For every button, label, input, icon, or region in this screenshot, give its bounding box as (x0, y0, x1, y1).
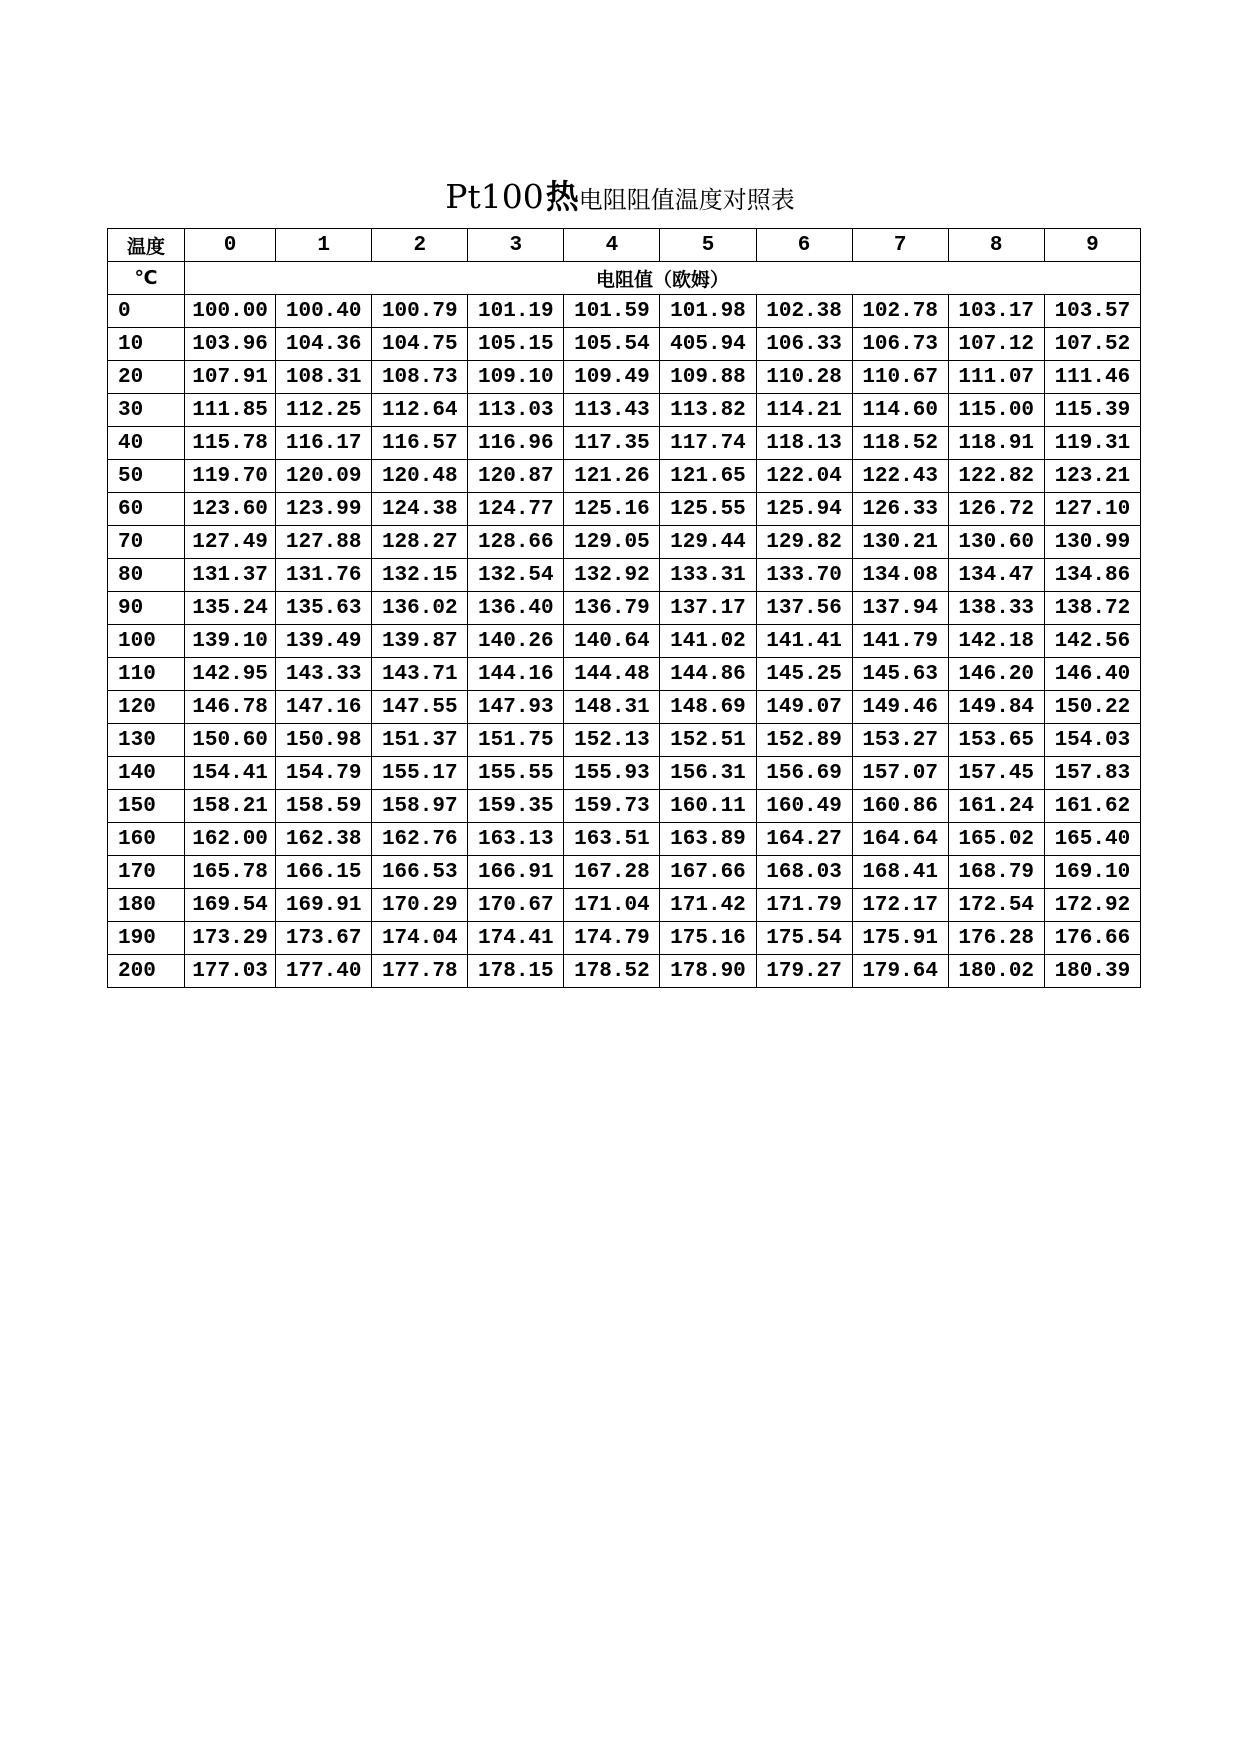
resistance-cell: 122.43 (852, 460, 948, 493)
resistance-cell: 178.90 (660, 955, 756, 988)
temperature-cell: 60 (108, 493, 185, 526)
table-row (108, 427, 1141, 460)
resistance-cell: 147.16 (276, 691, 372, 724)
resistance-cell: 126.33 (852, 493, 948, 526)
resistance-cell: 172.92 (1044, 889, 1140, 922)
resistance-cell: 165.40 (1044, 823, 1140, 856)
resistance-cell: 155.17 (372, 757, 468, 790)
resistance-cell: 167.28 (564, 856, 660, 889)
resistance-cell: 160.86 (852, 790, 948, 823)
page-title (0, 174, 1240, 227)
resistance-cell: 168.79 (948, 856, 1044, 889)
resistance-cell: 157.83 (1044, 757, 1140, 790)
table-row (108, 889, 1141, 922)
table-row (108, 823, 1141, 856)
resistance-cell: 140.64 (564, 625, 660, 658)
resistance-cell: 107.91 (185, 361, 276, 394)
table-row (108, 559, 1141, 592)
resistance-cell: 121.26 (564, 460, 660, 493)
header-row (108, 229, 1141, 262)
resistance-cell: 145.63 (852, 658, 948, 691)
table-row (108, 922, 1141, 955)
resistance-cell: 157.07 (852, 757, 948, 790)
resistance-cell: 132.92 (564, 559, 660, 592)
resistance-cell: 173.67 (276, 922, 372, 955)
resistance-cell: 116.96 (468, 427, 564, 460)
resistance-cell: 168.03 (756, 856, 852, 889)
table-row (108, 724, 1141, 757)
resistance-cell: 138.33 (948, 592, 1044, 625)
temperature-cell: 140 (108, 757, 185, 790)
resistance-cell: 145.25 (756, 658, 852, 691)
resistance-cell: 166.53 (372, 856, 468, 889)
resistance-cell: 151.37 (372, 724, 468, 757)
temperature-cell: 150 (108, 790, 185, 823)
resistance-cell: 118.91 (948, 427, 1044, 460)
resistance-cell: 150.22 (1044, 691, 1140, 724)
resistance-cell: 104.75 (372, 328, 468, 361)
resistance-cell: 143.33 (276, 658, 372, 691)
resistance-cell: 123.99 (276, 493, 372, 526)
resistance-cell: 170.67 (468, 889, 564, 922)
table-row (108, 856, 1141, 889)
resistance-cell: 141.79 (852, 625, 948, 658)
resistance-cell: 165.02 (948, 823, 1044, 856)
resistance-cell: 106.73 (852, 328, 948, 361)
resistance-cell: 148.31 (564, 691, 660, 724)
resistance-cell: 164.27 (756, 823, 852, 856)
resistance-cell: 137.56 (756, 592, 852, 625)
resistance-cell: 101.59 (564, 295, 660, 328)
resistance-cell: 174.04 (372, 922, 468, 955)
resistance-cell: 180.02 (948, 955, 1044, 988)
resistance-cell: 136.79 (564, 592, 660, 625)
resistance-cell: 116.57 (372, 427, 468, 460)
resistance-cell: 142.95 (185, 658, 276, 691)
resistance-cell: 139.87 (372, 625, 468, 658)
resistance-cell: 177.78 (372, 955, 468, 988)
resistance-cell: 152.51 (660, 724, 756, 757)
resistance-cell: 103.57 (1044, 295, 1140, 328)
table-row (108, 955, 1141, 988)
resistance-cell: 109.49 (564, 361, 660, 394)
resistance-cell: 146.40 (1044, 658, 1140, 691)
table-body (108, 229, 1141, 988)
temp-unit-label: ℃ (108, 262, 185, 295)
resistance-cell: 163.13 (468, 823, 564, 856)
resistance-cell: 149.07 (756, 691, 852, 724)
resistance-cell: 113.82 (660, 394, 756, 427)
temperature-cell: 100 (108, 625, 185, 658)
resistance-cell: 177.40 (276, 955, 372, 988)
resistance-cell: 135.63 (276, 592, 372, 625)
resistance-cell: 163.51 (564, 823, 660, 856)
unit-row (108, 262, 1141, 295)
resistance-cell: 160.49 (756, 790, 852, 823)
resistance-cell: 136.02 (372, 592, 468, 625)
resistance-cell: 140.26 (468, 625, 564, 658)
table-row (108, 361, 1141, 394)
table-row (108, 691, 1141, 724)
temperature-cell: 110 (108, 658, 185, 691)
resistance-cell: 123.60 (185, 493, 276, 526)
temperature-cell: 80 (108, 559, 185, 592)
resistance-cell: 146.78 (185, 691, 276, 724)
resistance-cell: 130.60 (948, 526, 1044, 559)
resistance-cell: 148.69 (660, 691, 756, 724)
resistance-cell: 178.15 (468, 955, 564, 988)
resistance-cell: 180.39 (1044, 955, 1140, 988)
resistance-cell: 123.21 (1044, 460, 1140, 493)
resistance-cell: 166.91 (468, 856, 564, 889)
resistance-cell: 134.47 (948, 559, 1044, 592)
resistance-cell: 153.27 (852, 724, 948, 757)
temperature-cell: 120 (108, 691, 185, 724)
column-header: 3 (468, 229, 564, 262)
table-row (108, 625, 1141, 658)
resistance-cell: 122.82 (948, 460, 1044, 493)
resistance-cell: 104.36 (276, 328, 372, 361)
table-row (108, 790, 1141, 823)
temperature-cell: 190 (108, 922, 185, 955)
resistance-cell: 147.93 (468, 691, 564, 724)
table-row (108, 394, 1141, 427)
resistance-cell: 108.73 (372, 361, 468, 394)
resistance-cell: 170.29 (372, 889, 468, 922)
resistance-cell: 101.19 (468, 295, 564, 328)
temperature-cell: 160 (108, 823, 185, 856)
resistance-cell: 165.78 (185, 856, 276, 889)
resistance-cell: 129.82 (756, 526, 852, 559)
resistance-cell: 119.31 (1044, 427, 1140, 460)
resistance-cell: 109.88 (660, 361, 756, 394)
resistance-cell: 159.73 (564, 790, 660, 823)
resistance-cell: 156.69 (756, 757, 852, 790)
resistance-cell: 160.11 (660, 790, 756, 823)
column-header: 5 (660, 229, 756, 262)
temperature-cell: 50 (108, 460, 185, 493)
temperature-cell: 0 (108, 295, 185, 328)
resistance-cell: 136.40 (468, 592, 564, 625)
resistance-cell: 163.89 (660, 823, 756, 856)
title-bold-char: 热 (545, 177, 579, 216)
resistance-cell: 130.21 (852, 526, 948, 559)
resistance-cell: 110.67 (852, 361, 948, 394)
resistance-cell: 135.24 (185, 592, 276, 625)
resistance-cell: 133.70 (756, 559, 852, 592)
table-row (108, 328, 1141, 361)
title-sub: 电阻阻值温度对照表 (578, 186, 795, 214)
resistance-cell: 171.79 (756, 889, 852, 922)
table-row (108, 295, 1141, 328)
resistance-cell: 167.66 (660, 856, 756, 889)
resistance-cell: 141.41 (756, 625, 852, 658)
resistance-cell: 138.72 (1044, 592, 1140, 625)
resistance-cell: 102.78 (852, 295, 948, 328)
resistance-cell: 114.21 (756, 394, 852, 427)
temperature-cell: 40 (108, 427, 185, 460)
resistance-cell: 129.44 (660, 526, 756, 559)
temp-header: 温度 (108, 229, 185, 262)
resistance-cell: 141.02 (660, 625, 756, 658)
resistance-cell: 129.05 (564, 526, 660, 559)
resistance-cell: 169.10 (1044, 856, 1140, 889)
resistance-cell: 109.10 (468, 361, 564, 394)
resistance-cell: 169.91 (276, 889, 372, 922)
resistance-cell: 171.04 (564, 889, 660, 922)
resistance-cell: 166.15 (276, 856, 372, 889)
column-header: 4 (564, 229, 660, 262)
resistance-cell: 147.55 (372, 691, 468, 724)
resistance-cell: 113.03 (468, 394, 564, 427)
resistance-cell: 113.43 (564, 394, 660, 427)
resistance-cell: 103.17 (948, 295, 1044, 328)
resistance-cell: 152.89 (756, 724, 852, 757)
temperature-cell: 70 (108, 526, 185, 559)
resistance-cell: 102.38 (756, 295, 852, 328)
resistance-cell: 144.16 (468, 658, 564, 691)
resistance-cell: 155.93 (564, 757, 660, 790)
resistance-cell: 103.96 (185, 328, 276, 361)
resistance-cell: 137.17 (660, 592, 756, 625)
resistance-cell: 174.79 (564, 922, 660, 955)
resistance-cell: 161.24 (948, 790, 1044, 823)
resistance-cell: 105.54 (564, 328, 660, 361)
resistance-cell: 150.98 (276, 724, 372, 757)
resistance-cell: 124.38 (372, 493, 468, 526)
resistance-cell: 158.21 (185, 790, 276, 823)
resistance-cell: 121.65 (660, 460, 756, 493)
resistance-cell: 134.86 (1044, 559, 1140, 592)
column-header: 1 (276, 229, 372, 262)
resistance-cell: 120.87 (468, 460, 564, 493)
resistance-cell: 107.52 (1044, 328, 1140, 361)
resistance-cell: 405.94 (660, 328, 756, 361)
resistance-cell: 132.54 (468, 559, 564, 592)
temperature-cell: 180 (108, 889, 185, 922)
resistance-cell: 154.41 (185, 757, 276, 790)
table-row (108, 592, 1141, 625)
resistance-cell: 175.54 (756, 922, 852, 955)
resistance-cell: 117.74 (660, 427, 756, 460)
resistance-cell: 105.15 (468, 328, 564, 361)
resistance-cell: 142.56 (1044, 625, 1140, 658)
temperature-cell: 200 (108, 955, 185, 988)
temperature-cell: 130 (108, 724, 185, 757)
resistance-cell: 100.40 (276, 295, 372, 328)
temperature-cell: 30 (108, 394, 185, 427)
resistance-cell: 158.97 (372, 790, 468, 823)
temperature-cell: 10 (108, 328, 185, 361)
resistance-cell: 139.10 (185, 625, 276, 658)
resistance-cell: 149.46 (852, 691, 948, 724)
column-header: 7 (852, 229, 948, 262)
resistance-cell: 175.91 (852, 922, 948, 955)
resistance-cell: 154.79 (276, 757, 372, 790)
resistance-cell: 132.15 (372, 559, 468, 592)
resistance-cell: 126.72 (948, 493, 1044, 526)
resistance-cell: 144.86 (660, 658, 756, 691)
resistance-cell: 139.49 (276, 625, 372, 658)
resistance-cell: 111.07 (948, 361, 1044, 394)
resistance-cell: 153.65 (948, 724, 1044, 757)
resistance-cell: 115.39 (1044, 394, 1140, 427)
resistance-cell: 112.25 (276, 394, 372, 427)
temperature-cell: 90 (108, 592, 185, 625)
resistance-cell: 164.64 (852, 823, 948, 856)
resistance-cell: 106.33 (756, 328, 852, 361)
resistance-cell: 115.00 (948, 394, 1044, 427)
resistance-cell: 162.76 (372, 823, 468, 856)
resistance-cell: 176.28 (948, 922, 1044, 955)
resistance-cell: 172.54 (948, 889, 1044, 922)
resistance-cell: 158.59 (276, 790, 372, 823)
resistance-cell: 119.70 (185, 460, 276, 493)
resistance-cell: 159.35 (468, 790, 564, 823)
resistance-cell: 124.77 (468, 493, 564, 526)
resistance-cell: 100.00 (185, 295, 276, 328)
table-row (108, 757, 1141, 790)
resistance-cell: 169.54 (185, 889, 276, 922)
resistance-cell: 122.04 (756, 460, 852, 493)
resistance-cell: 117.35 (564, 427, 660, 460)
table-row (108, 658, 1141, 691)
resistance-unit-header: 电阻值（欧姆） (185, 262, 1141, 295)
resistance-cell: 171.42 (660, 889, 756, 922)
resistance-cell: 151.75 (468, 724, 564, 757)
resistance-cell: 133.31 (660, 559, 756, 592)
resistance-cell: 112.64 (372, 394, 468, 427)
resistance-cell: 162.38 (276, 823, 372, 856)
resistance-cell: 107.12 (948, 328, 1044, 361)
resistance-table (107, 228, 1141, 988)
column-header: 0 (185, 229, 276, 262)
resistance-cell: 128.66 (468, 526, 564, 559)
resistance-cell: 131.76 (276, 559, 372, 592)
resistance-cell: 144.48 (564, 658, 660, 691)
resistance-cell: 120.48 (372, 460, 468, 493)
resistance-cell: 118.52 (852, 427, 948, 460)
resistance-cell: 177.03 (185, 955, 276, 988)
resistance-cell: 116.17 (276, 427, 372, 460)
resistance-cell: 100.79 (372, 295, 468, 328)
table-row (108, 526, 1141, 559)
resistance-cell: 130.99 (1044, 526, 1140, 559)
column-header: 9 (1044, 229, 1140, 262)
resistance-cell: 127.10 (1044, 493, 1140, 526)
resistance-cell: 125.16 (564, 493, 660, 526)
table-row (108, 460, 1141, 493)
resistance-cell: 150.60 (185, 724, 276, 757)
title-main: Pt100 (445, 177, 544, 216)
table-row (108, 493, 1141, 526)
resistance-cell: 111.85 (185, 394, 276, 427)
resistance-cell: 157.45 (948, 757, 1044, 790)
resistance-cell: 143.71 (372, 658, 468, 691)
resistance-cell: 154.03 (1044, 724, 1140, 757)
resistance-cell: 118.13 (756, 427, 852, 460)
resistance-cell: 155.55 (468, 757, 564, 790)
resistance-cell: 172.17 (852, 889, 948, 922)
resistance-cell: 178.52 (564, 955, 660, 988)
temperature-cell: 170 (108, 856, 185, 889)
resistance-cell: 152.13 (564, 724, 660, 757)
resistance-cell: 179.27 (756, 955, 852, 988)
column-header: 6 (756, 229, 852, 262)
resistance-cell: 101.98 (660, 295, 756, 328)
resistance-cell: 142.18 (948, 625, 1044, 658)
resistance-cell: 114.60 (852, 394, 948, 427)
resistance-cell: 174.41 (468, 922, 564, 955)
resistance-cell: 156.31 (660, 757, 756, 790)
resistance-cell: 131.37 (185, 559, 276, 592)
resistance-cell: 161.62 (1044, 790, 1140, 823)
resistance-cell: 134.08 (852, 559, 948, 592)
resistance-cell: 146.20 (948, 658, 1044, 691)
resistance-cell: 127.49 (185, 526, 276, 559)
resistance-cell: 168.41 (852, 856, 948, 889)
resistance-cell: 127.88 (276, 526, 372, 559)
resistance-cell: 128.27 (372, 526, 468, 559)
resistance-cell: 125.94 (756, 493, 852, 526)
resistance-cell: 176.66 (1044, 922, 1140, 955)
resistance-cell: 162.00 (185, 823, 276, 856)
resistance-cell: 149.84 (948, 691, 1044, 724)
resistance-cell: 137.94 (852, 592, 948, 625)
resistance-cell: 115.78 (185, 427, 276, 460)
resistance-cell: 173.29 (185, 922, 276, 955)
resistance-cell: 120.09 (276, 460, 372, 493)
resistance-cell: 179.64 (852, 955, 948, 988)
resistance-cell: 108.31 (276, 361, 372, 394)
resistance-cell: 110.28 (756, 361, 852, 394)
resistance-cell: 175.16 (660, 922, 756, 955)
column-header: 8 (948, 229, 1044, 262)
temperature-cell: 20 (108, 361, 185, 394)
resistance-cell: 111.46 (1044, 361, 1140, 394)
column-header: 2 (372, 229, 468, 262)
resistance-cell: 125.55 (660, 493, 756, 526)
